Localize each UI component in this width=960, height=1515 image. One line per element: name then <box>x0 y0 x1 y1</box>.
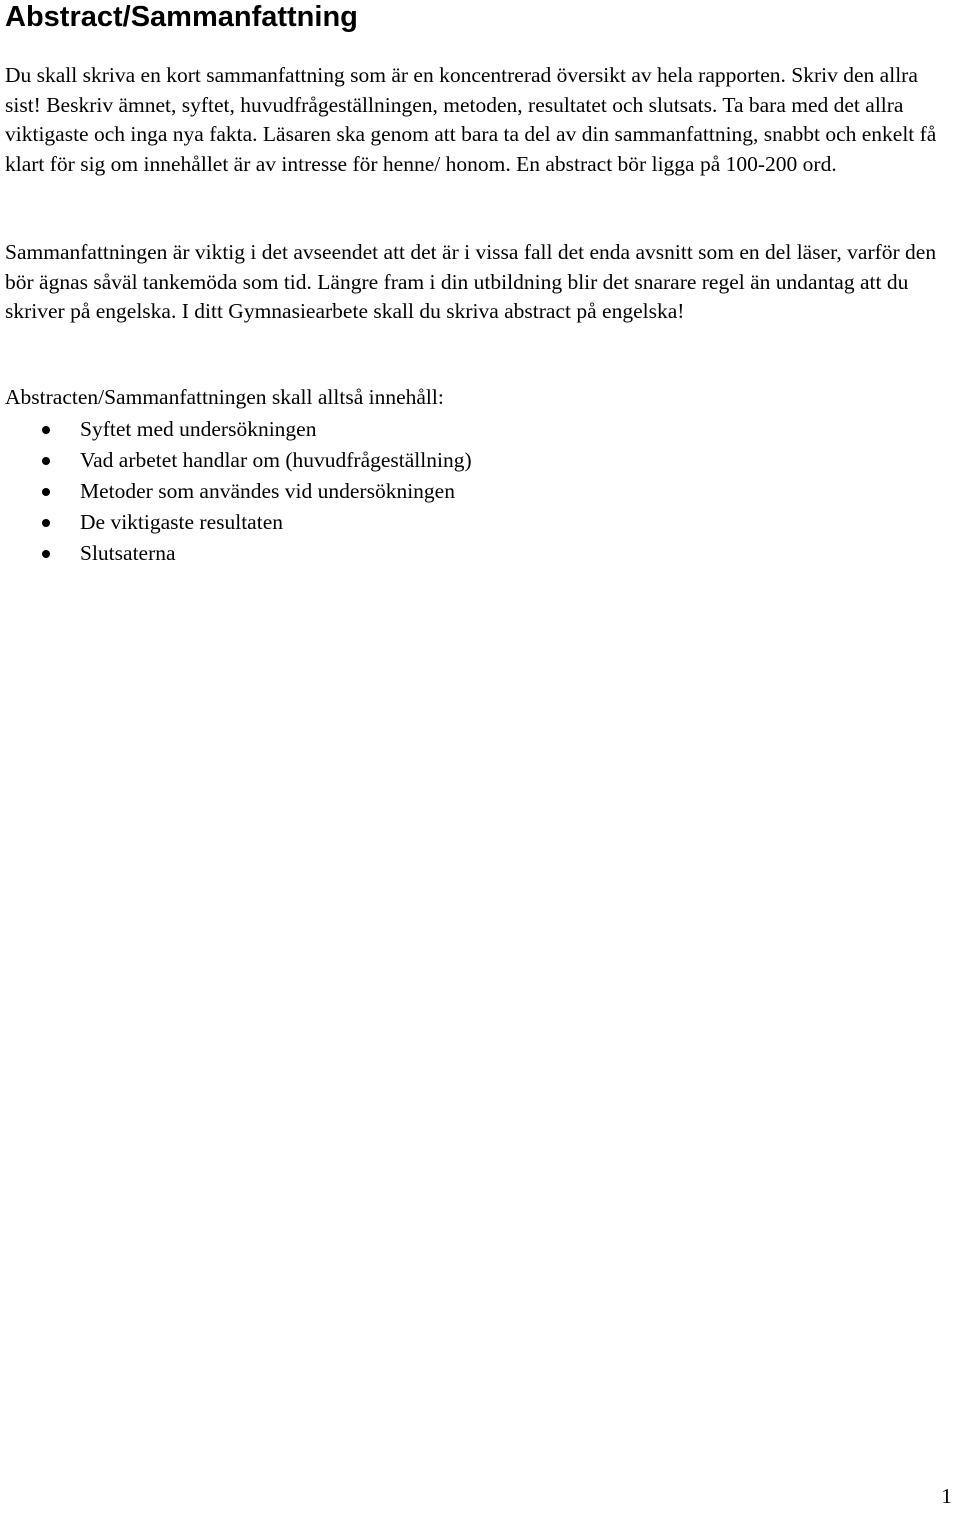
list-item <box>5 414 472 445</box>
list-item <box>5 507 472 538</box>
bullet-icon <box>42 457 50 465</box>
list-item <box>5 445 472 476</box>
bullet-icon <box>42 488 50 496</box>
list-item <box>5 538 472 569</box>
content-bullet-list <box>5 414 472 569</box>
page-title: Abstract/Sammanfattning <box>5 1 358 33</box>
page-number: 1 <box>941 1484 952 1508</box>
list-item-text: Slutsaterna <box>80 541 176 565</box>
bullet-icon <box>42 519 50 527</box>
list-intro: Abstracten/Sammanfattningen skall alltså innehåll: <box>5 385 444 409</box>
list-item-text: Vad arbetet handlar om (huvudfrågeställning) <box>80 448 472 472</box>
list-item-text: Syftet med undersökningen <box>80 417 317 441</box>
bullet-icon <box>42 426 50 434</box>
list-item-text: Metoder som användes vid undersökningen <box>80 479 455 503</box>
bullet-icon <box>42 550 50 558</box>
paragraph-intro: Du skall skriva en kort sammanfattning som är en koncentrerad översikt av hela rapporten. Skriv den allra sist! Beskriv ämnet, syftet, huvudfrågeställningen, metoden, resultatet och slutsats. Ta bara med det allra viktigaste och inga nya fakta. Läsaren ska genom att bara ta del av din sammanfattning, snabbt och enkelt få klart för sig om innehållet är av intresse för henne/ honom. En abstract bör ligga på 100-200 ord. <box>5 63 937 176</box>
paragraph-importance: Sammanfattningen är viktig i det avseendet att det är i vissa fall det enda avsnitt som en del läser, varför den bör ägnas såväl tankemöda som tid. Längre fram i din utbildning blir det snarare regel än undantag att du skriver på engelska. I ditt Gymnasiearbete skall du skriva abstract på engelska! <box>5 240 937 323</box>
list-item <box>5 476 472 507</box>
list-item-text: De viktigaste resultaten <box>80 510 283 534</box>
